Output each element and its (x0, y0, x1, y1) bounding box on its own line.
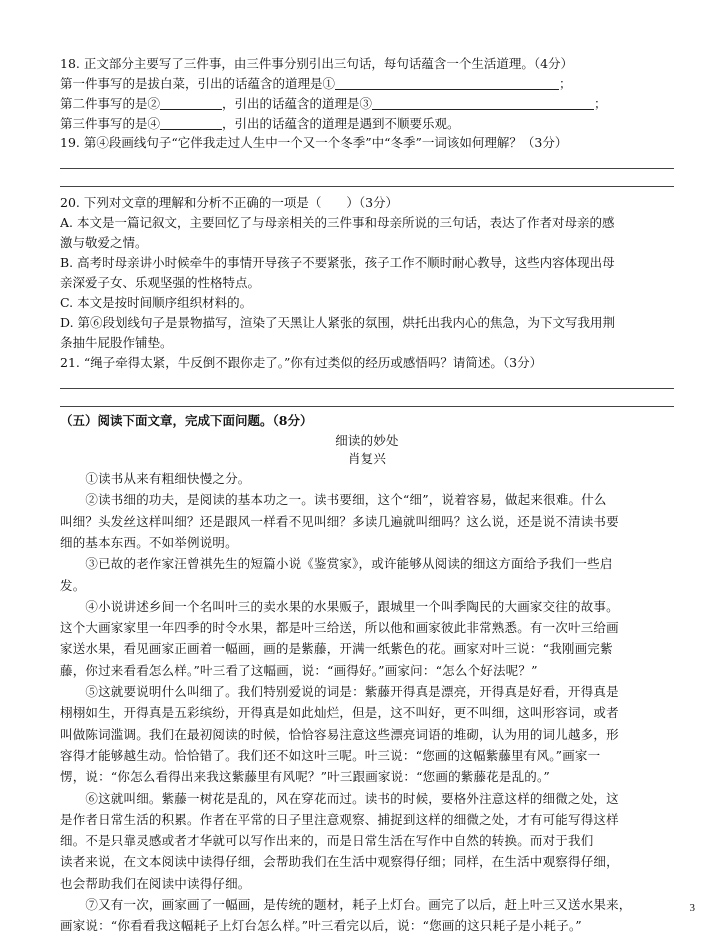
article-line: 是作者日常生活的积累。作者在平常的日子里注意观察、捕捉到这样的细微之处，才有可能写得这样 (60, 812, 619, 827)
article-title: 细读的妙处 (335, 433, 399, 448)
article-line: ⑤这就要说明什么叫细了。我们特别爱说的词是：紫藤开得真是漂亮，开得真是好看，开得真是 (60, 684, 619, 699)
q21-answer-line-1[interactable] (60, 388, 674, 389)
answer-blank-2[interactable] (160, 95, 222, 110)
article-author: 肖复兴 (347, 451, 387, 466)
q18-line1-end: ； (559, 76, 572, 91)
q19-title: 19. 第④段画线句子“它伴我走过人生中一个又一个冬季”中“冬季”一词该如何理解？（3分） (60, 135, 568, 150)
answer-blank-4[interactable] (160, 115, 222, 130)
q21-title: 21. “绳子牵得太紧，牛反倒不跟你走了。”你有过类似的经历或感悟吗？请简述。（3分） (60, 355, 543, 370)
article-line: 画家说：“你看看我这幅耗子上灯台怎么样。”叶三看完以后，说：“您画的这只耗子是小耗子。” (60, 918, 582, 933)
page-number: 3 (689, 902, 695, 914)
q18-line2-end: ； (594, 96, 607, 111)
q18-title: 18. 正文部分主要写了三件事，由三件事分别引出三句话，每句话蕴含一个生活道理。（4分） (60, 56, 574, 71)
article-line: 栩栩如生，开得真是五彩缤纷，开得真是如此灿烂，但是，这不叫好，更不叫细，这叫形容词，或者 (60, 705, 619, 720)
article-line: ②读书细的功夫，是阅读的基本功之一。读书要细，这个“细”，说着容易，做起来很难。什么 (60, 492, 607, 507)
article-line: 细的基本东西。不如举例说明。 (60, 535, 238, 550)
q18-line3-text: 第三件事写的是④ (60, 116, 161, 131)
q20-title: 20. 下列对文章的理解和分析不正确的一项是（ ）（3分） (60, 195, 399, 210)
q18-line1-text: 第一件事写的是拔白菜，引出的话蕴含的道理是① (60, 76, 336, 91)
q20-option-d: D. 第⑥段划线句子是景物描写，渲染了天黑让人紧张的氛围，烘托出我内心的焦急，为下文写我用荆 (60, 315, 616, 330)
q19-answer-line-1[interactable] (60, 168, 674, 169)
q18-line2 (60, 94, 680, 114)
article-line: 这个大画家家里一年四季的时令水果，都是叶三给送，所以他和画家彼此非常熟悉。有一次叶三给画 (60, 620, 619, 635)
q20-option-d-cont: 条抽牛屁股作铺垫。 (60, 335, 173, 350)
article-line: ③已故的老作家汪曾祺先生的短篇小说《鉴赏家》，或许能够从阅读的细这方面给予我们一些启 (60, 556, 613, 571)
q18-line3-text-b: ，引出的话蕴含的道理是遇到不顺要乐观。 (222, 116, 460, 131)
q20-option-a: A. 本文是一篇记叙文，主要回忆了与母亲相关的三件事和母亲所说的三句话，表达了作者对母亲的感 (60, 215, 615, 230)
article-line: ①读书从来有粗细快慢之分。 (60, 471, 251, 486)
article-line: 叫做陈词滥调。我们在最初阅读的时候，恰恰容易注意这些漂亮词语的堆砌，认为用的词儿越多，形 (60, 727, 619, 742)
answer-blank-3[interactable] (372, 95, 594, 110)
article-line: 家送水果，看见画家正画着一幅画，画的是紫藤，开满一纸紫色的花。画家对叶三说：“我刚画完紫 (60, 641, 613, 656)
article-line: 发。 (60, 578, 86, 593)
q18-line2-text-b: ，引出的话蕴含的道理是③ (222, 96, 373, 111)
q20-option-a-cont: 激与敬爱之情。 (60, 235, 148, 250)
q18-line2-text: 第二件事写的是② (60, 96, 161, 111)
article-line: 也会帮助我们在阅读中读得仔细。 (60, 876, 251, 891)
article-line: ⑦又有一次，画家画了一幅画，是传统的题材，耗子上灯台。画完了以后，赶上叶三又送水果来， (60, 897, 632, 912)
article-line: 容得才能够越生动。恰恰错了。我们还不如这叶三呢。叶三说：“您画的这幅紫藤里有风。”画家一 (60, 748, 601, 763)
article-line: ④小说讲述乡间一个名叫叶三的卖水果的水果贩子，跟城里一个叫季陶民的大画家交往的故事。 (60, 599, 619, 614)
q20-option-c: C. 本文是按时间顺序组织材料的。 (60, 295, 253, 310)
q21-answer-line-2[interactable] (60, 406, 674, 407)
article-line: 细。不是只靠灵感或者才华就可以写作出来的，而是日常生活在写作中自然的转换。而对于我们 (60, 833, 594, 848)
article-line: 藤，你过来看看怎么样。”叶三看了这幅画，说：“画得好。”画家问：“怎么个好法呢？” (60, 663, 538, 678)
q18-line3 (60, 114, 680, 134)
article-line: 愣，说：“你怎么看得出来我这紫藤里有风呢？”叶三跟画家说：“您画的紫藤花是乱的。” (60, 769, 551, 784)
answer-blank-1[interactable] (335, 75, 559, 90)
q18-line1 (60, 74, 680, 94)
article-line: ⑥这就叫细。紫藤一树花是乱的，风在穿花而过。读书的时候，要格外注意这样的细微之处，这 (60, 791, 619, 806)
section-heading: （五）阅读下面文章，完成下面问题。（8分） (60, 413, 313, 428)
q20-option-b: B. 高考时母亲讲小时候牵牛的事情开导孩子不要紧张，孩子工作不顺时耐心教导，这些内容体现出母 (60, 255, 615, 270)
article-line: 叫细？头发丝这样叫细？还是跟风一样看不见叫细？多读几遍就叫细吗？这么说，还是说不清读书要 (60, 514, 619, 529)
q19-answer-line-2[interactable] (60, 186, 674, 187)
q20-option-b-cont: 亲深爱子女、乐观坚强的性格特点。 (60, 275, 261, 290)
article-line: 读者来说，在文本阅读中读得仔细，会帮助我们在生活中观察得仔细；同样，在生活中观察得仔细， (60, 854, 619, 869)
